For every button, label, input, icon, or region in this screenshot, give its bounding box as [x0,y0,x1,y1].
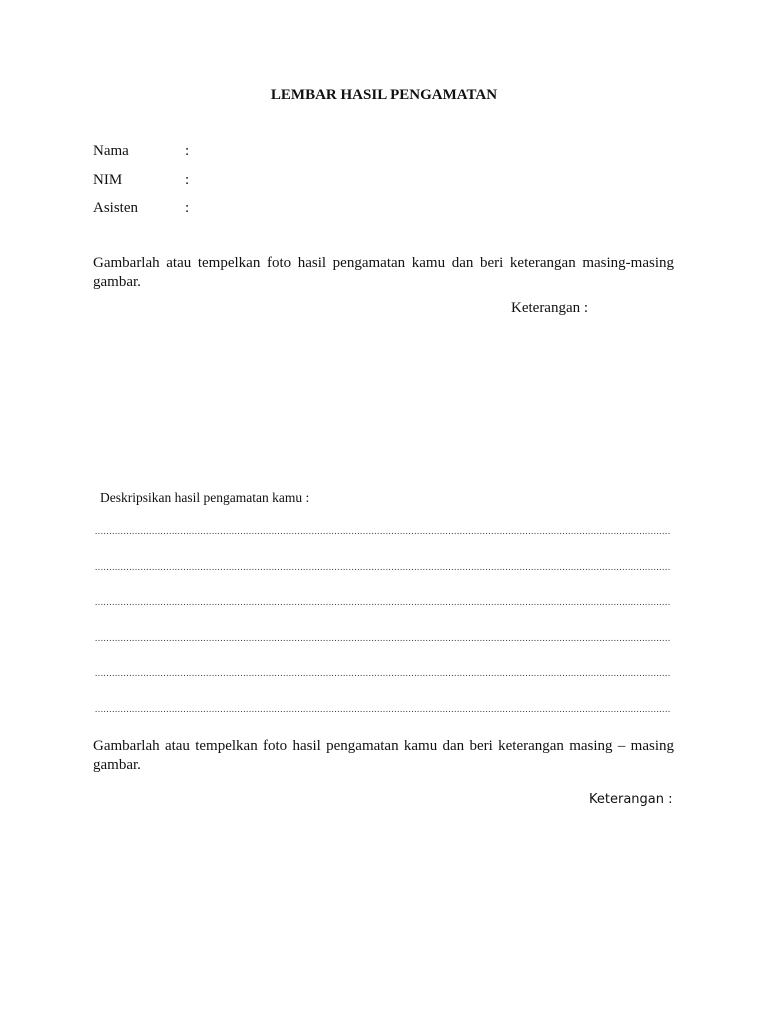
dotted-answer-line: .......................................................................................................................................................................................................... [95,704,671,714]
field-colon-nim: : [185,172,190,188]
keterangan-label-2: Keterangan : [589,792,673,807]
dotted-answer-line: .......................................................................................................................................................................................................... [95,526,671,536]
instruction-paragraph-2: Gambarlah atau tempelkan foto hasil pengamatan kamu dan beri keterangan masing – masing gambar. [93,738,674,773]
dotted-answer-line: .......................................................................................................................................................................................................... [95,633,671,643]
dotted-answer-line: .......................................................................................................................................................................................................... [95,668,671,678]
field-label-asisten: Asisten [93,200,138,216]
field-label-nama: Nama [93,143,129,159]
dotted-answer-line: .......................................................................................................................................................................................................... [95,597,671,607]
field-colon-nama: : [185,143,190,159]
dotted-answer-line: .......................................................................................................................................................................................................... [95,562,671,572]
page-title: LEMBAR HASIL PENGAMATAN [270,87,498,103]
field-colon-asisten: : [185,200,190,216]
describe-label: Deskripsikan hasil pengamatan kamu : [100,490,310,505]
keterangan-label-1: Keterangan : [511,300,589,316]
instruction-paragraph-1: Gambarlah atau tempelkan foto hasil pengamatan kamu dan beri keterangan masing-masing gambar. [93,255,674,290]
field-label-nim: NIM [93,172,123,188]
